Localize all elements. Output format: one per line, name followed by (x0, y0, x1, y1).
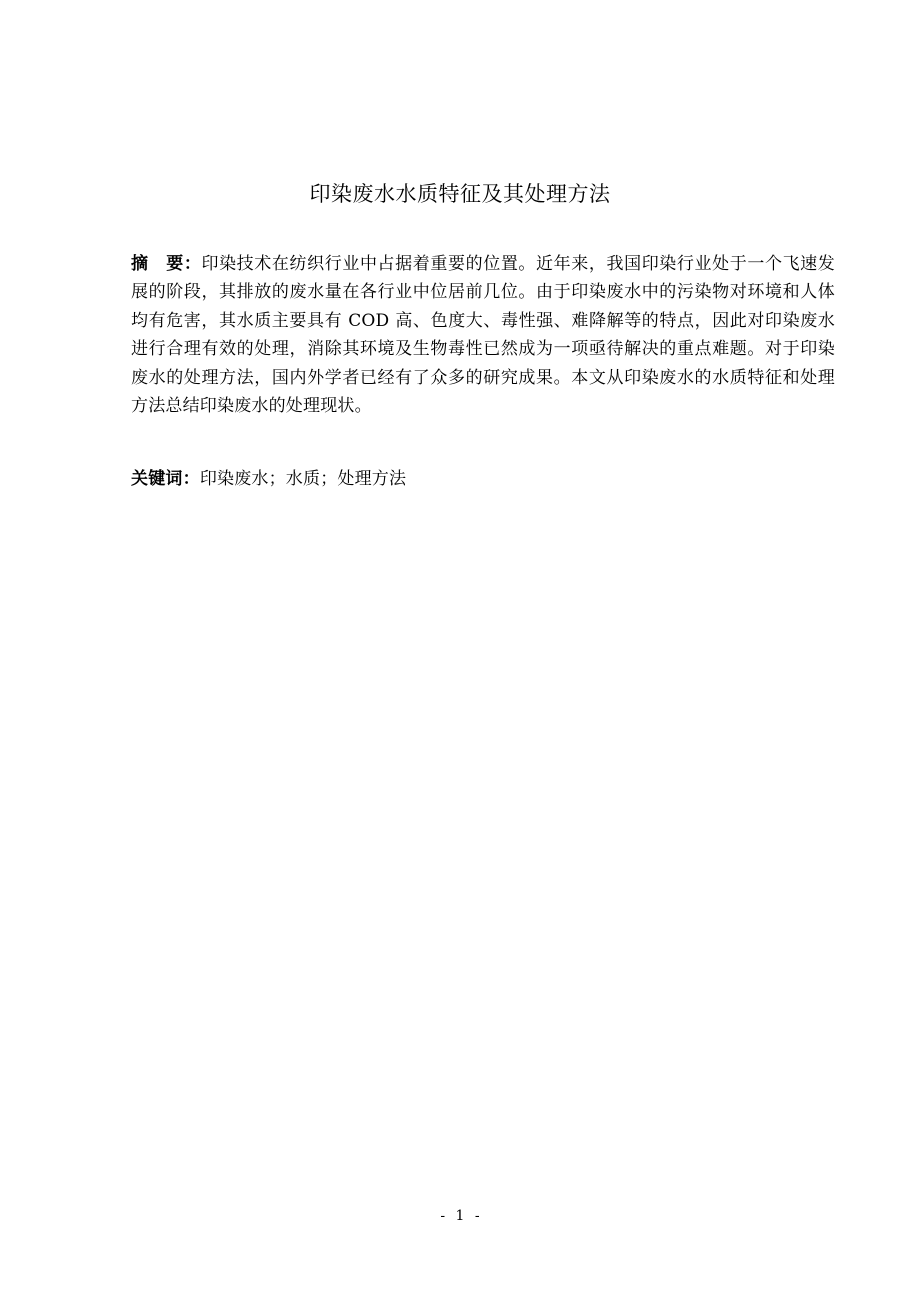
abstract-text: 印染技术在纺织行业中占据着重要的位置。近年来，我国印染行业处于一个飞速发展的阶段，其排放的废水量在各行业中位居前几位。由于印染废水中的污染物对环境和人体均有危害，其水质主要具有 COD 高、色度大、毒性强、难降解等的特点，因此对印染废水进行合理有效的处理，消除其环境及生物毒性已然成为一项亟待解决的重点难题。对于印染废水的处理方法，国内外学者已经有了众多的研究成果。本文从印染废水的水质特征和处理方法总结印染废水的处理现状。 (131, 254, 835, 417)
keywords-line (131, 465, 835, 493)
page-number: - 1 - (440, 1208, 480, 1224)
document-title: 印染废水水质特征及其处理方法 (309, 182, 611, 206)
abstract-paragraph (131, 250, 835, 420)
abstract-label: 摘 要： (131, 254, 202, 274)
keywords-text: 印染废水；水质；处理方法 (199, 469, 407, 489)
keywords-label: 关键词： (131, 469, 200, 489)
